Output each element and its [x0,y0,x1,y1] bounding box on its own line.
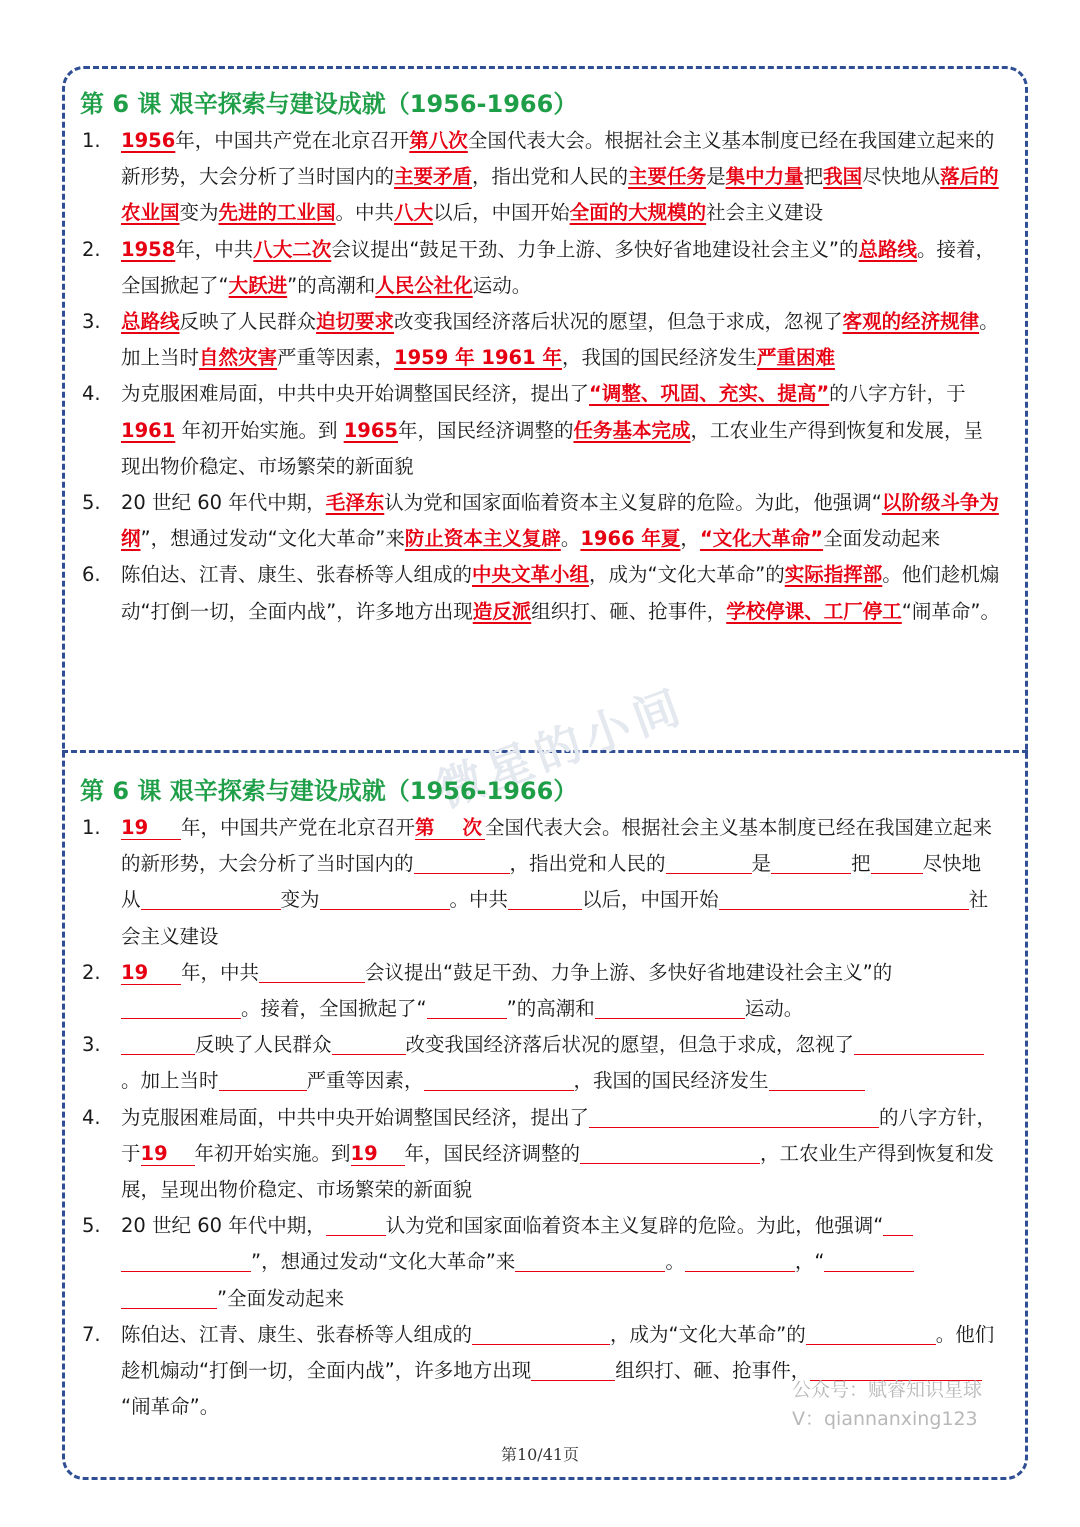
answer-blank[interactable] [219,1066,307,1091]
answer-blank[interactable]: 19 [121,817,181,840]
answer-section [80,86,1000,630]
answer-blank[interactable] [719,885,819,910]
answer-blank[interactable] [685,1247,795,1272]
blank-section [80,773,1000,1425]
list-item: 6. 陈伯达、江青、康生、张春桥等人组成的中央文革小组，成为“文化大革命”的实际指挥部。他们趁机煽动“打倒一切，全面内战”，许多地方出现造反派组织打、砸、抢事件，学校停课、工厂停工“闹革命”。 [82,563,1000,623]
answer-blank[interactable] [854,1030,908,1055]
list-item: 3. 反映了人民群众 改变我国经济落后状况的愿望，但急于求成，忽视了。加上当时 严重等因素， ，我国的国民经济发生 [80,1027,1000,1099]
list-item: 1. 1956年，中国共产党在北京召开第八次全国代表大会。根据社会主义基本制度已经在我国建立起来的新形势，大会分析了当时国内的主要矛盾，指出党和人民的主要任务是集中力量把我国尽快地从落后的农业国变为先进的工业国。中共八大以后，中国开始全面的大规模的社会主义建设 [82,129,999,225]
answer-blank[interactable]: 19 [351,1143,405,1166]
answer-blank[interactable] [259,958,365,983]
list-item: 1. 19 年，中国共产党在北京召开第 次 全国代表大会。根据社会主义基本制度已经在我国建立起来的新形势，大会分析了当时国内的 ，指出党和人民的 是 把 尽快地从 变为 。中共 以后，中国开始 社会主义建设 [82,816,993,948]
list-item: 7. 陈伯达、江青、康生、张春桥等人组成的 ，成为“文化大革命”的 。他们趁机煽动“打倒一切，全面内战”，许多地方出现 组织打、砸、抢事件，“闹革命”。 [80,1317,1000,1426]
answer-blank[interactable] [508,885,582,910]
answer-blank[interactable] [580,1139,760,1164]
answer-blank[interactable] [589,1103,879,1128]
answer-blank[interactable]: 第 次 [415,817,485,840]
answer-blank[interactable] [515,1247,665,1272]
answer-blank[interactable] [414,849,510,874]
answer-blank[interactable] [666,849,752,874]
background-watermark: 微星的小间 [429,677,693,818]
answer-blank[interactable] [806,1320,936,1345]
answer-blank[interactable] [883,1211,913,1236]
answer-blank[interactable] [121,1247,251,1272]
answer-blank[interactable] [531,1356,615,1381]
answer-blank[interactable] [121,994,241,1019]
answer-blank[interactable] [141,885,281,910]
answer-blank[interactable] [326,1211,386,1236]
answer-blank[interactable] [121,1030,195,1055]
answer-blank[interactable]: 19 [141,1143,195,1166]
answer-blank[interactable] [424,1066,574,1091]
answer-blank[interactable] [819,885,969,910]
answer-blank[interactable] [595,994,745,1019]
list-item: 4. 为克服困难局面，中共中央开始调整国民经济，提出了 的八字方针，于19 年初开始实施。到19 年，国民经济调整的 ，工农业生产得到恢复和发展，呈现出物价稳定、市场繁荣的新面貌 [80,1100,1000,1209]
answer-blank[interactable] [472,1320,610,1345]
account-watermark: 公众号：赋睿知识星球 V：qiannanxing123 [792,1379,983,1430]
lesson-title: 第 6 课 艰辛探索与建设成就（1956-1966） [80,90,578,118]
list-item: 2. 1958年，中共八大二次会议提出“鼓足干劲、力争上游、多快好省地建设社会主义”的总路线。接着，全国掀起了“大跃进”的高潮和人民公社化运动。 [82,237,996,297]
list-item: 3. 总路线反映了人民群众迫切要求改变我国经济落后状况的愿望，但急于求成，忽视了客观的经济规律。加上当时自然灾害严重等因素，1959 年 1961 年，我国的国民经济发生严重困难 [82,310,999,370]
list-item: 2. 19 年，中共 会议提出“鼓足干劲、力争上游、多快好省地建设社会主义”的。接着，全国掀起了“ ”的高潮和 运动。 [80,955,1000,1027]
lesson-title: 第 6 课 艰辛探索与建设成就（1956-1966） [80,777,578,805]
answer-blank[interactable] [771,849,851,874]
answer-blank[interactable] [121,1284,217,1309]
answer-blank[interactable] [871,849,923,874]
list-item: 5. 20 世纪 60 年代中期，毛泽东认为党和国家面临着资本主义复辟的危险。为此，他强调“以阶级斗争为纲”，想通过发动“文化大革命”来防止资本主义复辟。1966 年夏，“文化大革命”全面发动起来 [82,491,999,551]
answer-blank[interactable] [908,1030,984,1055]
list-item: 4. 为克服困难局面，中共中央开始调整国民经济，提出了“调整、巩固、充实、提高”的八字方针，于 1961 年初开始实施。到 1965年，国民经济调整的任务基本完成，工农业生产得到恢复和发展，呈现出物价稳定、市场繁荣的新面貌 [82,382,984,478]
page-number: 第10/41页 [500,1445,580,1464]
answer-blank[interactable]: 19 [121,962,181,985]
answer-blank[interactable] [824,1247,914,1272]
answer-blank[interactable] [769,1066,865,1091]
answer-blank[interactable] [427,994,507,1019]
answer-blank[interactable] [320,885,450,910]
list-item: 5. 20 世纪 60 年代中期， 认为党和国家面临着资本主义复辟的危险。为此，他强调“”，想通过发动“文化大革命”来 。 ，“”全面发动起来 [80,1208,1000,1317]
answer-blank[interactable] [332,1030,406,1055]
